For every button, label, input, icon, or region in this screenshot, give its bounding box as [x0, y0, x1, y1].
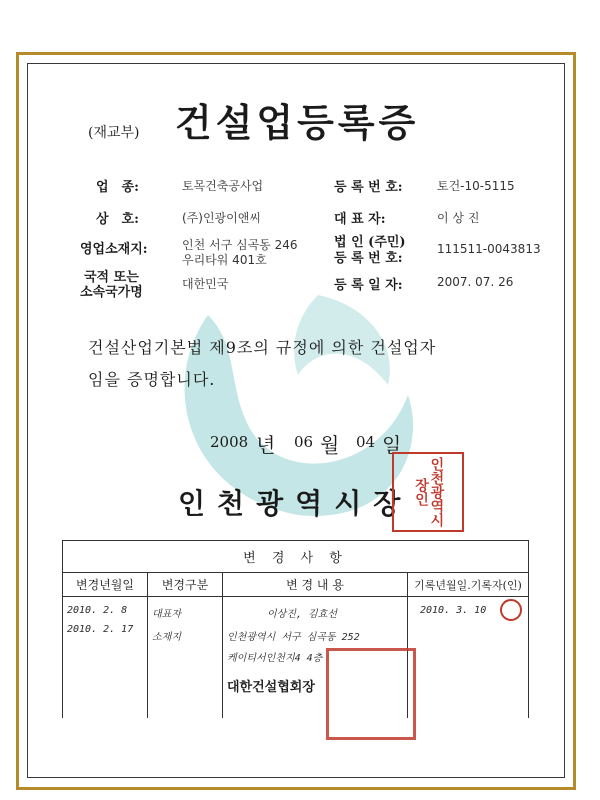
association-seal: [326, 648, 416, 740]
issue-day: 04: [356, 433, 376, 451]
reg-no-label: 등 록 번 호:: [334, 180, 403, 195]
ceo-value: 이 상 진: [437, 211, 480, 225]
address-label: 영업소재지:: [80, 242, 148, 257]
certificate-text-line1: 건설산업기본법 제9조의 규정에 의한 건설업자: [88, 338, 437, 357]
row2-type: 소재지: [152, 632, 181, 643]
association-name: 대한건설협회장: [227, 680, 315, 695]
certificate-text-line2: 임을 증명합니다.: [88, 370, 216, 389]
issuer-name: 인천광역시장: [178, 487, 413, 520]
ceo-label: 대 표 자:: [334, 212, 386, 227]
header-change-date: 변경년월일: [63, 573, 148, 597]
reg-no-value: 토건-10-5115: [437, 179, 515, 193]
seal-text: 인천광역시장인: [413, 457, 445, 527]
changes-table: [62, 540, 529, 718]
changes-title: 변 경 사 항: [63, 541, 529, 573]
business-type-value: 토목건축공사업: [182, 179, 264, 193]
issue-year: 2008: [210, 433, 249, 451]
corp-no-label2: 등 록 번 호:: [334, 251, 403, 266]
company-label: 상 호:: [96, 212, 139, 227]
header-record: 기록년월일.기록자(인): [408, 573, 529, 597]
nationality-value: 대한민국: [182, 277, 229, 291]
row1-record: 2010. 3. 10: [420, 605, 487, 616]
corp-no-label1: 법 인 (주민): [334, 235, 406, 250]
row1-content: 이상진, 김효선: [267, 609, 338, 620]
issue-month: 06: [294, 433, 314, 451]
table-row: [63, 597, 529, 719]
issue-month-unit: 월: [320, 433, 340, 457]
official-seal: [392, 452, 464, 532]
small-seal: [500, 599, 522, 621]
row2-date: 2010. 2. 17: [67, 624, 134, 635]
address-line2: 우리타워 401호: [182, 253, 267, 267]
row2-content: 인천광역시 서구 심곡동 252: [227, 632, 360, 643]
nationality-label2: 소속국가명: [80, 285, 143, 300]
company-value: (주)인광이앤씨: [182, 211, 261, 225]
reissue-label: (재교부): [88, 125, 140, 141]
page-title: 건설업등록증: [175, 100, 420, 145]
header-change-type: 변경구분: [148, 573, 223, 597]
header-change-content: 변 경 내 용: [223, 573, 408, 597]
row3-content: 케이티서인천지4 4층: [227, 653, 323, 664]
issue-day-unit: 일: [382, 433, 402, 457]
row1-date: 2010. 2. 8: [67, 605, 128, 616]
issue-year-unit: 년: [256, 433, 276, 457]
nationality-label1: 국적 또는: [84, 270, 139, 285]
corp-no-value: 111511-0043813: [437, 242, 541, 256]
row1-type: 대표자: [152, 609, 181, 620]
business-type-label: 업 종:: [96, 180, 139, 195]
reg-date-value: 2007. 07. 26: [437, 275, 514, 289]
address-line1: 인천 서구 심곡동 246: [182, 238, 298, 252]
reg-date-label: 등 록 일 자:: [334, 278, 403, 293]
